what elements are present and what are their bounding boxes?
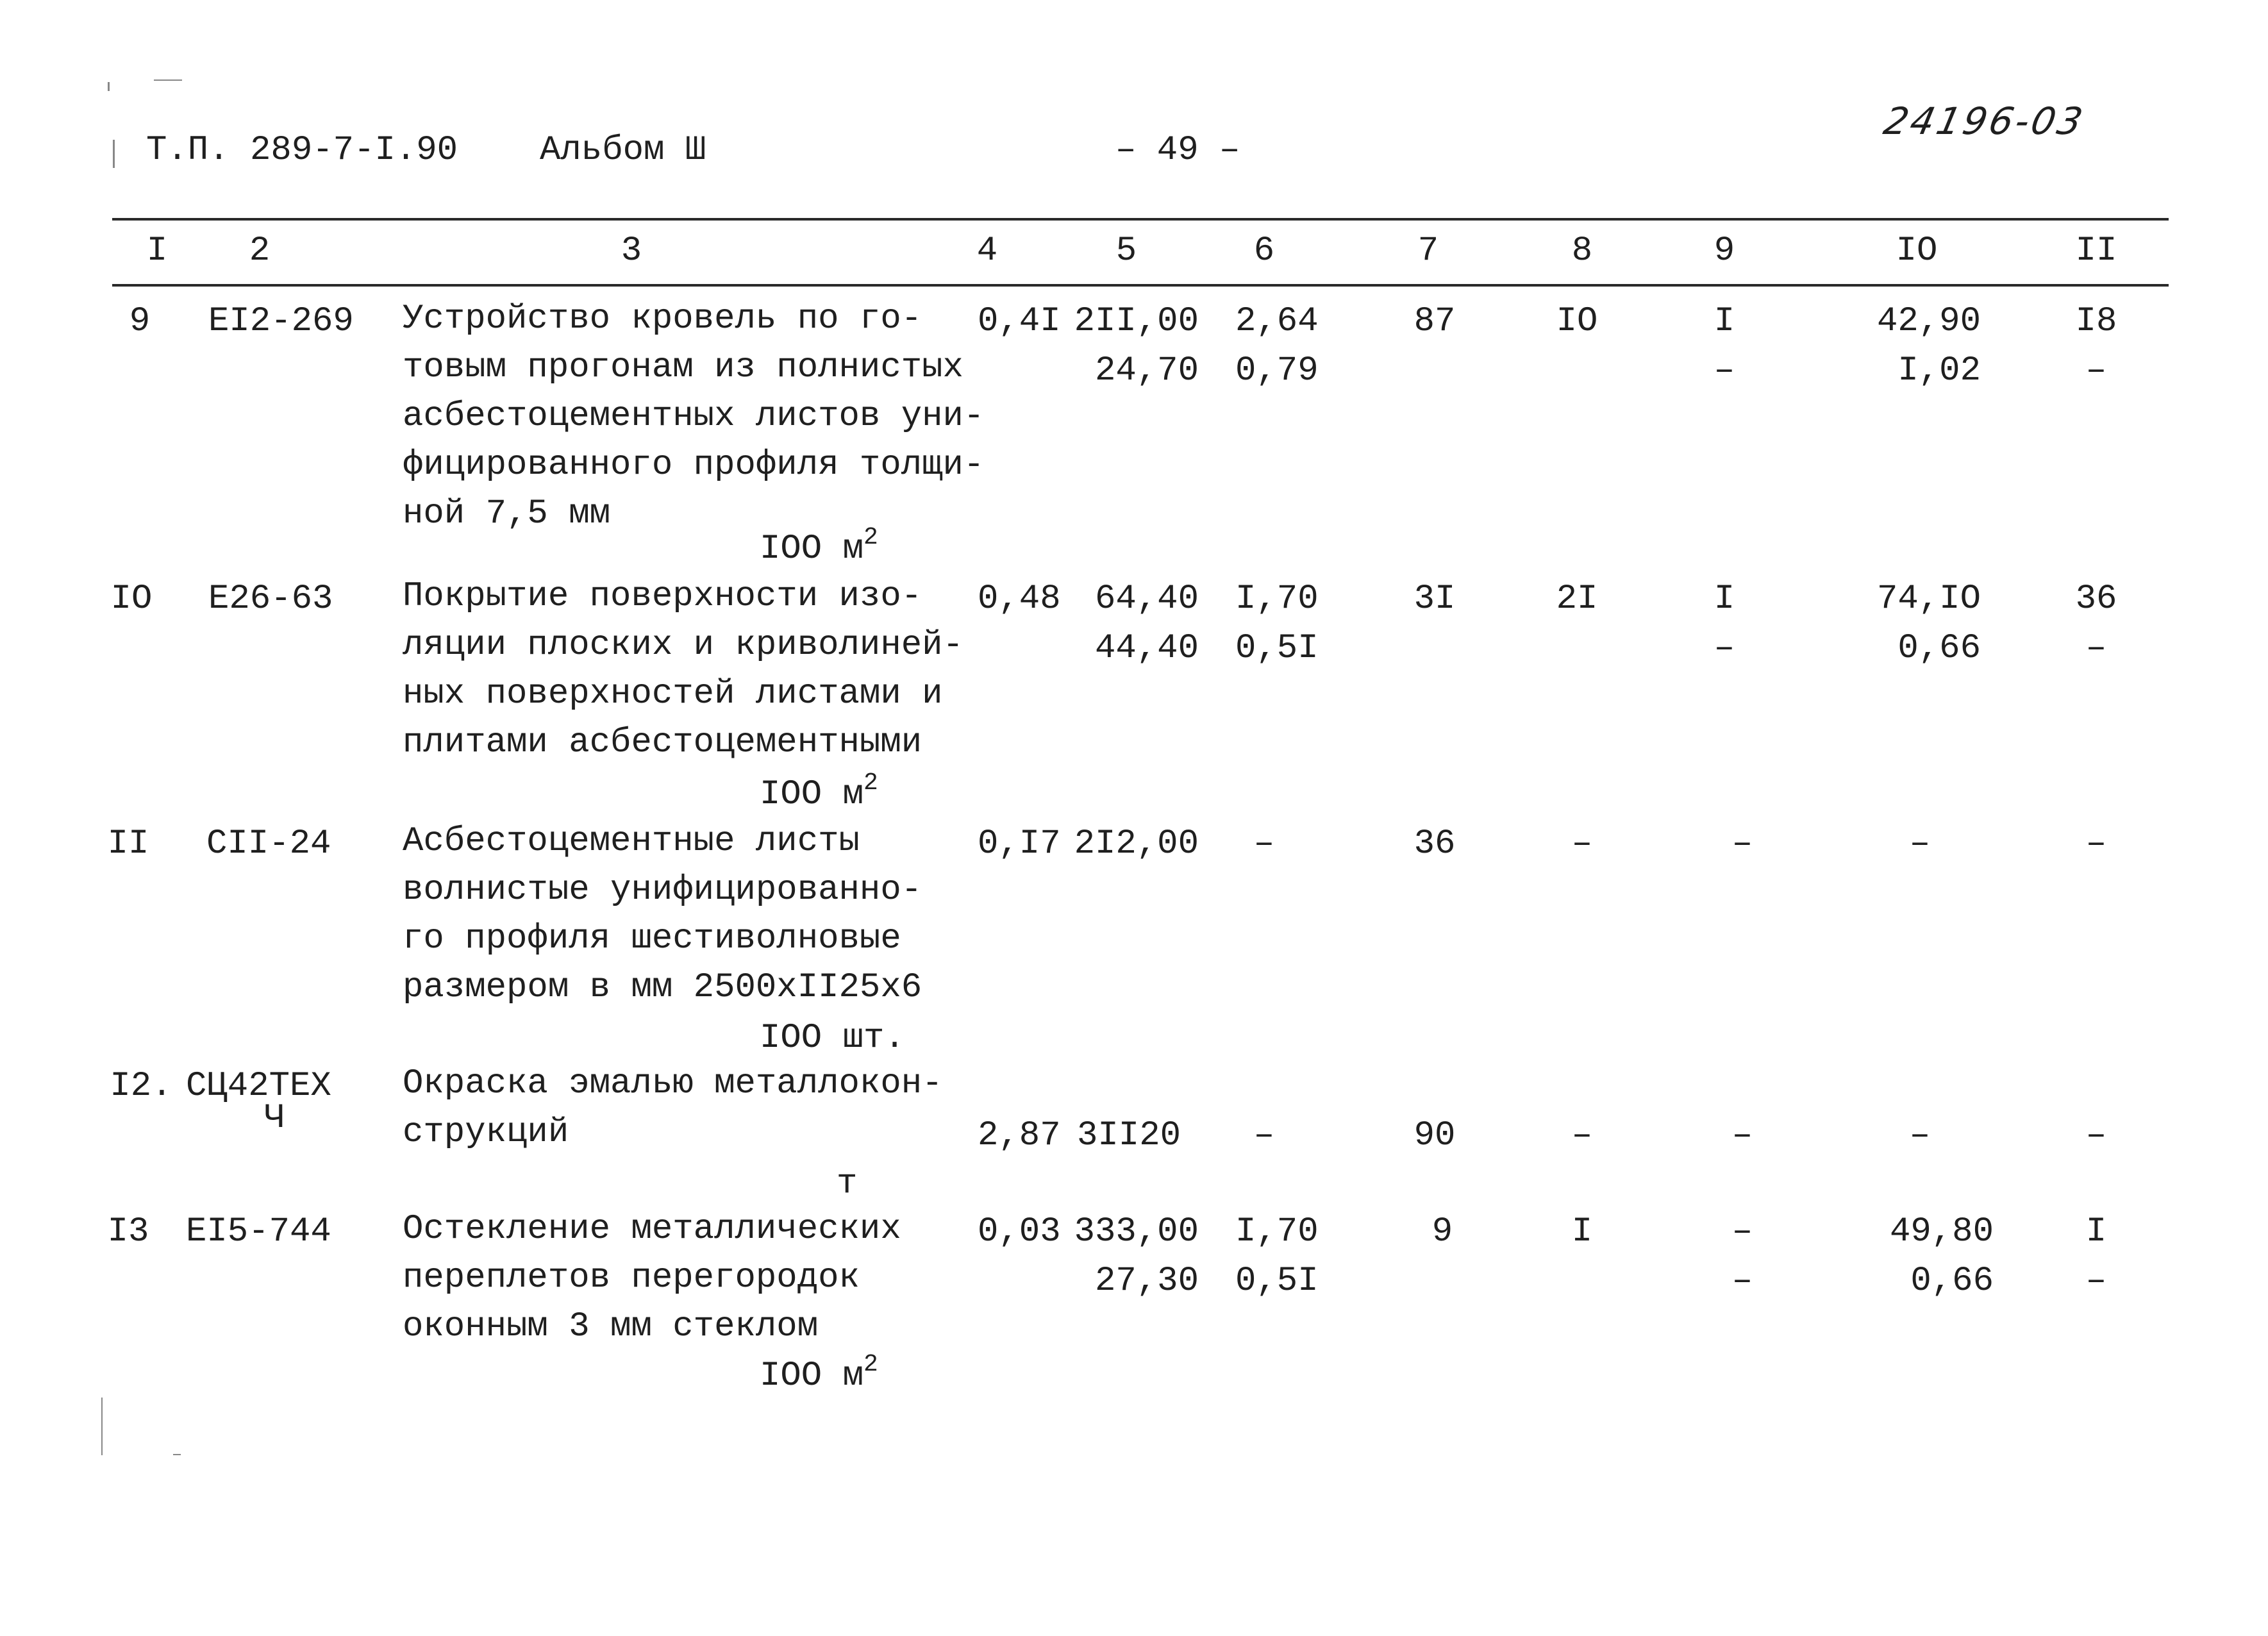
cell-col9: – (1731, 824, 1753, 864)
cell-col9: – (1731, 1262, 1753, 1301)
table-header-rule (112, 284, 2169, 287)
page-number: – 49 – (1115, 131, 1240, 170)
cell-col8: – (1571, 824, 1593, 864)
cell-col8: – (1571, 1116, 1593, 1155)
row-code-suffix: Ч (264, 1099, 285, 1138)
cell-col10: 42,90 (1876, 302, 1981, 341)
cell-col9: – (1731, 1116, 1753, 1155)
album-label: Альбом Ш (540, 131, 706, 170)
row-number: I2. (110, 1067, 172, 1106)
cell-col5: 2I2,00 (1074, 824, 1199, 864)
cell-col5: 27,30 (1094, 1262, 1199, 1301)
cell-col6: – (1253, 1116, 1275, 1155)
row-code: ЕI2-269 (208, 302, 354, 341)
row-code: Е26-63 (208, 580, 333, 619)
col-header: 9 (1714, 231, 1735, 271)
cell-col6: – (1253, 824, 1275, 864)
table-top-rule (112, 218, 2169, 221)
scan-mark (101, 1398, 103, 1455)
row-code: ЕI5-744 (186, 1212, 331, 1251)
cell-col4: 0,I7 (978, 824, 1061, 864)
col-header: 3 (621, 231, 642, 271)
scan-mark (154, 79, 182, 81)
row-number: IO (110, 580, 153, 619)
col-header: 8 (1571, 231, 1593, 271)
scan-mark (113, 140, 115, 168)
cell-col5: 64,40 (1094, 580, 1199, 619)
cell-col7: 3I (1413, 580, 1456, 619)
cell-col5: 44,40 (1094, 629, 1199, 668)
row-unit: IOO $м^2$ (760, 769, 878, 814)
row-unit: IOO шт. (760, 1019, 905, 1058)
cell-col8: IO (1556, 302, 1598, 341)
cell-col11: – (2085, 824, 2107, 864)
scan-mark (173, 1454, 181, 1455)
cell-col11: – (2085, 629, 2107, 668)
cell-col8: 2I (1556, 580, 1598, 619)
cell-col11: – (2085, 1262, 2107, 1301)
row-description: Устройство кровель по го- товым прогонам из полнистых асбестоцементных листов уни- фицированного профиля толщи- ной 7,5 мм (403, 299, 985, 533)
row-description: Остекление металлических переплетов перегородок оконным 3 мм стеклом (403, 1210, 901, 1346)
cell-col4: 0,4I (978, 302, 1061, 341)
cell-col9: I (1714, 580, 1735, 619)
row-number: II (107, 824, 149, 864)
row-description: Асбестоцементные листы волнистые унифицированно- го профиля шестиволновые размером в мм 2500хII25х6 (403, 822, 922, 1007)
cell-col11: I8 (2075, 302, 2117, 341)
cell-col4: 0,03 (978, 1212, 1061, 1251)
cell-col6: I,70 (1235, 580, 1319, 619)
cell-col10: 0,66 (1910, 1262, 1994, 1301)
row-unit: т (837, 1164, 858, 1203)
cell-col5: 2II,00 (1074, 302, 1199, 341)
cell-col11: – (2085, 1116, 2107, 1155)
cell-col9: – (1731, 1212, 1753, 1251)
cell-col9: – (1714, 629, 1735, 668)
col-header: I (146, 231, 168, 271)
document-code: Т.П. 289-7-I.90 (146, 131, 458, 170)
cell-col5: 24,70 (1094, 351, 1199, 390)
cell-col10: 74,IO (1876, 580, 1981, 619)
row-unit: IOO $м^2$ (760, 524, 878, 569)
cell-col6: 0,79 (1235, 351, 1319, 390)
cell-col7: 90 (1413, 1116, 1456, 1155)
cell-col10: I,02 (1897, 351, 1981, 390)
cell-col11: – (2085, 351, 2107, 390)
cell-col11: I (2085, 1212, 2107, 1251)
col-header: IO (1896, 231, 1938, 271)
row-code: СII-24 (206, 824, 331, 864)
handwritten-code: 24196-03 (1880, 99, 2089, 143)
row-number: I3 (107, 1212, 149, 1251)
row-number: 9 (129, 302, 151, 341)
cell-col7: 36 (1413, 824, 1456, 864)
cell-col6: 0,5I (1235, 629, 1319, 668)
col-header: 6 (1253, 231, 1275, 271)
cell-col9: I (1714, 302, 1735, 341)
col-header: 5 (1115, 231, 1137, 271)
cell-col4: 0,48 (978, 580, 1061, 619)
cell-col9: – (1714, 351, 1735, 390)
row-description: Окраска эмалью металлокон- струкций (403, 1064, 943, 1152)
cell-col7: 9 (1431, 1212, 1453, 1251)
cell-col11: 36 (2075, 580, 2117, 619)
cell-col10: – (1909, 1116, 1931, 1155)
cell-col6: I,70 (1235, 1212, 1319, 1251)
cell-col8: I (1571, 1212, 1593, 1251)
cell-col6: 0,5I (1235, 1262, 1319, 1301)
cell-col6: 2,64 (1235, 302, 1319, 341)
col-header: 2 (249, 231, 271, 271)
row-unit: IOO $м^2$ (760, 1351, 878, 1396)
cell-col10: 0,66 (1897, 629, 1981, 668)
scan-mark (108, 82, 110, 91)
col-header: 7 (1417, 231, 1439, 271)
col-header: II (2075, 231, 2117, 271)
col-header: 4 (976, 231, 998, 271)
cell-col5: 333,00 (1074, 1212, 1199, 1251)
cell-col10: 49,80 (1889, 1212, 1994, 1251)
cell-col4: 2,87 (978, 1116, 1061, 1155)
cell-col7: 87 (1413, 302, 1456, 341)
row-description: Покрытие поверхности изо- ляции плоских и криволиней- ных поверхностей листами и плитами асбестоцементными (403, 577, 963, 762)
row-code: СЦ42ТЕХ (186, 1067, 331, 1106)
cell-col5: 3II20 (1077, 1116, 1181, 1155)
cell-col10: – (1909, 824, 1931, 864)
